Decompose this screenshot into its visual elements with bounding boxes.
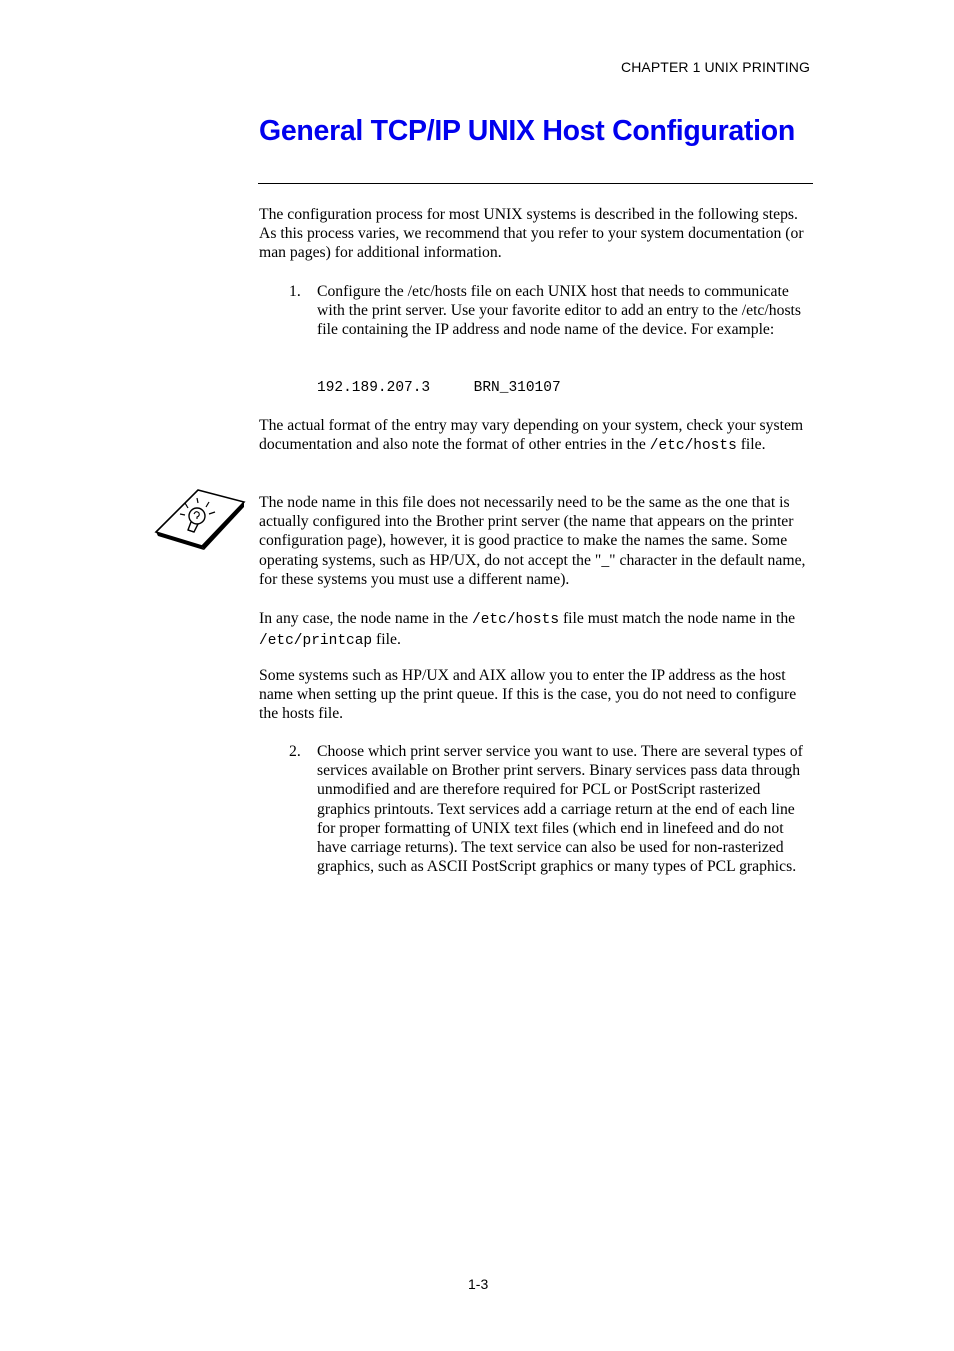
running-header: CHAPTER 1 UNIX PRINTING <box>621 59 810 75</box>
format-note-paragraph: The actual format of the entry may vary depending on your system, check your system documentation and also note the format of other entries in the /etc/hosts file. <box>259 417 804 455</box>
match-note-paragraph: In any case, the node name in the /etc/hosts file must match the node name in the /etc/printcap file. <box>259 610 796 650</box>
etc-hosts-path: /etc/hosts <box>472 612 560 628</box>
step-2-number: 2. <box>289 743 301 760</box>
aix-note-paragraph: Some systems such as HP/UX and AIX allow you to enter the IP address as the host name when setting up the print queue. If this is the case, you do not need to configure the hosts file. <box>259 667 797 723</box>
page-number: 1-3 <box>468 1276 489 1292</box>
etc-printcap-path: /etc/printcap <box>259 633 373 650</box>
step-1-number: 1. <box>289 283 301 300</box>
tip-paragraph: The node name in this file does not necessarily need to be the same as the one that is actually configured into the Brother print server (the name that appears on the printer configuration page), however, it is good practice to make the names the same. Some operating systems, such as HP/UX, do not accept the "_" character in the default name, for these systems you must use a different name). <box>259 494 806 588</box>
step-2-text: Choose which print server service you want to use. There are several types of services available on Brother print servers. Binary services pass data through unmodified and are therefore required for PCL or PostScript rasterized graphics printouts. Text services add a carriage return at the end of each line for proper formatting of UNIX text files (which end in linefeed and do not have carriage returns). The text service can also be used for non-rasterized graphics, such as ASCII PostScript graphics or many types of PCL graphics. <box>317 743 803 876</box>
section-title: General TCP/IP UNIX Host Configuration <box>259 115 795 147</box>
hosts-example-line <box>317 379 561 398</box>
intro-paragraph: The configuration process for most UNIX systems is described in the following steps. As this process varies, we recommend that you refer to your system documentation (or man pages) for additional information. <box>259 206 804 262</box>
title-underline <box>258 183 813 184</box>
etc-hosts-path: /etc/hosts <box>649 438 737 455</box>
lightbulb-note-icon <box>142 488 246 552</box>
step-1-text: Configure the /etc/hosts file on each UNIX host that needs to communicate with the print server. Use your favorite editor to add an entry to the /etc/hosts file containing the IP address and node name of the device. For example: <box>317 283 802 339</box>
example-node: BRN_310107 <box>473 380 561 396</box>
example-ip: 192.189.207.3 <box>317 380 431 396</box>
